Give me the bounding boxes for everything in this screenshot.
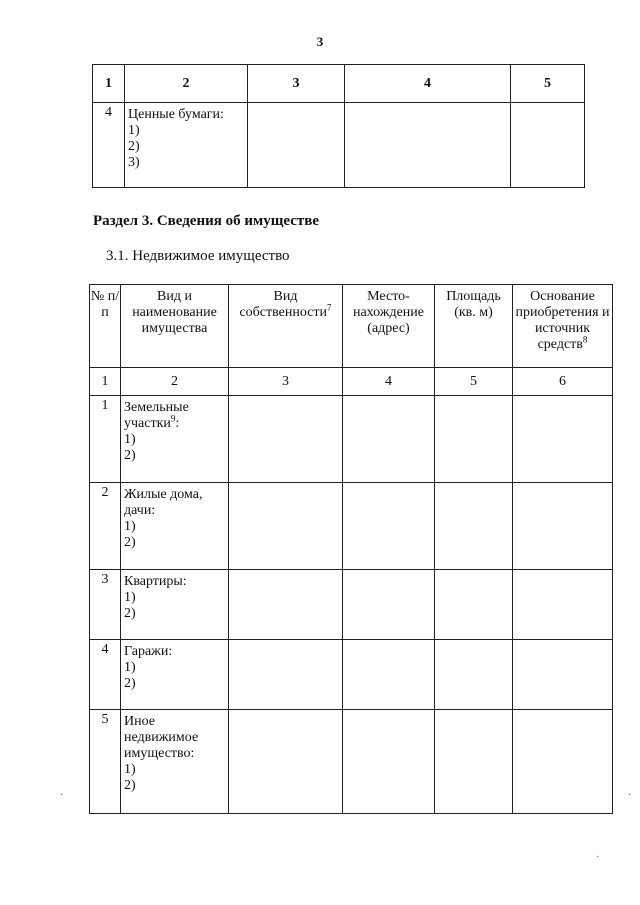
row-number: 1 xyxy=(90,396,121,483)
header-cell: 2 xyxy=(125,65,248,103)
real-estate-table xyxy=(89,284,613,814)
header-text: Основание приобретения и источник средств xyxy=(515,289,610,352)
securities-table xyxy=(92,64,585,188)
row-number: 4 xyxy=(90,640,121,710)
row-name-cell xyxy=(121,483,229,570)
header-cell-number: № п/п xyxy=(90,285,121,368)
row-name: Жилые дома, дачи: xyxy=(124,487,203,518)
row-number: 2 xyxy=(90,483,121,570)
empty-cell xyxy=(435,570,513,640)
row-name: Ценные бумаги: xyxy=(128,107,224,122)
index-cell: 4 xyxy=(343,368,435,396)
empty-cell xyxy=(513,570,613,640)
header-cell-type: Вид и наименование имущества xyxy=(121,285,229,368)
list-item: 2) xyxy=(128,139,140,154)
row-name-cell xyxy=(121,640,229,710)
index-cell: 5 xyxy=(435,368,513,396)
header-text: Вид собственности xyxy=(239,289,328,320)
row-name-cell xyxy=(121,710,229,814)
list-item: 1) xyxy=(124,432,136,447)
empty-cell xyxy=(343,396,435,483)
section-heading: Раздел 3. Сведения об имуществе xyxy=(93,213,320,229)
empty-cell xyxy=(345,103,511,188)
table-row xyxy=(93,103,585,188)
subsection-heading: 3.1. Недвижимое имущество xyxy=(106,248,290,264)
empty-cell xyxy=(513,640,613,710)
table-header-row xyxy=(90,285,613,368)
header-cell-ownership xyxy=(229,285,343,368)
list-item: 2) xyxy=(124,676,136,691)
index-cell: 3 xyxy=(229,368,343,396)
empty-cell xyxy=(229,710,343,814)
list-item: 1) xyxy=(124,590,136,605)
empty-cell xyxy=(229,396,343,483)
row-number: 5 xyxy=(90,710,121,814)
row-name-text: Земельные участки xyxy=(124,400,189,431)
row-name-cell xyxy=(121,570,229,640)
empty-cell xyxy=(513,710,613,814)
list-item: 1) xyxy=(124,519,136,534)
empty-cell xyxy=(435,710,513,814)
list-item: 1) xyxy=(124,660,136,675)
index-cell: 2 xyxy=(121,368,229,396)
header-cell-basis xyxy=(513,285,613,368)
header-cell-area: Площадь (кв. м) xyxy=(435,285,513,368)
index-cell: 6 xyxy=(513,368,613,396)
empty-cell xyxy=(343,640,435,710)
empty-cell xyxy=(229,570,343,640)
list-item: 1) xyxy=(124,762,136,777)
row-number: 4 xyxy=(93,103,125,188)
header-cell-location: Место-нахождение (адрес) xyxy=(343,285,435,368)
row-name: Квартиры: xyxy=(124,574,187,589)
row-name: Гаражи: xyxy=(124,644,173,659)
footnote-mark: 8 xyxy=(582,334,588,345)
header-cell: 4 xyxy=(345,65,511,103)
footnote-mark: 9 xyxy=(170,413,176,424)
row-name-cell xyxy=(121,396,229,483)
table-row xyxy=(90,710,613,814)
table-row xyxy=(90,640,613,710)
index-cell: 1 xyxy=(90,368,121,396)
empty-cell xyxy=(343,570,435,640)
row-name-suffix: : xyxy=(175,416,180,431)
list-item: 2) xyxy=(124,448,136,463)
list-item: 2) xyxy=(124,778,136,793)
table-row xyxy=(90,396,613,483)
table-row xyxy=(90,483,613,570)
list-item: 1) xyxy=(128,123,140,138)
table-row xyxy=(90,570,613,640)
row-name: Иное недвижимое имущество: xyxy=(124,714,199,761)
scan-speck: · xyxy=(628,790,632,801)
empty-cell xyxy=(343,483,435,570)
empty-cell xyxy=(229,640,343,710)
empty-cell xyxy=(435,483,513,570)
header-cell: 3 xyxy=(248,65,345,103)
row-name-cell xyxy=(125,103,248,188)
page-number: 3 xyxy=(316,34,324,49)
empty-cell xyxy=(435,640,513,710)
column-index-row xyxy=(90,368,613,396)
empty-cell xyxy=(229,483,343,570)
empty-cell xyxy=(513,396,613,483)
empty-cell xyxy=(248,103,345,188)
list-item: 2) xyxy=(124,606,136,621)
scan-speck: · xyxy=(596,852,600,863)
row-name xyxy=(124,400,228,432)
list-item: 3) xyxy=(128,155,140,170)
scan-speck: · xyxy=(60,790,64,801)
empty-cell xyxy=(343,710,435,814)
table-header-row xyxy=(93,65,585,103)
header-cell: 5 xyxy=(511,65,585,103)
footnote-mark: 7 xyxy=(327,302,332,313)
header-cell: 1 xyxy=(93,65,125,103)
row-number: 3 xyxy=(90,570,121,640)
empty-cell xyxy=(435,396,513,483)
empty-cell xyxy=(511,103,585,188)
list-item: 2) xyxy=(124,535,136,550)
empty-cell xyxy=(513,483,613,570)
